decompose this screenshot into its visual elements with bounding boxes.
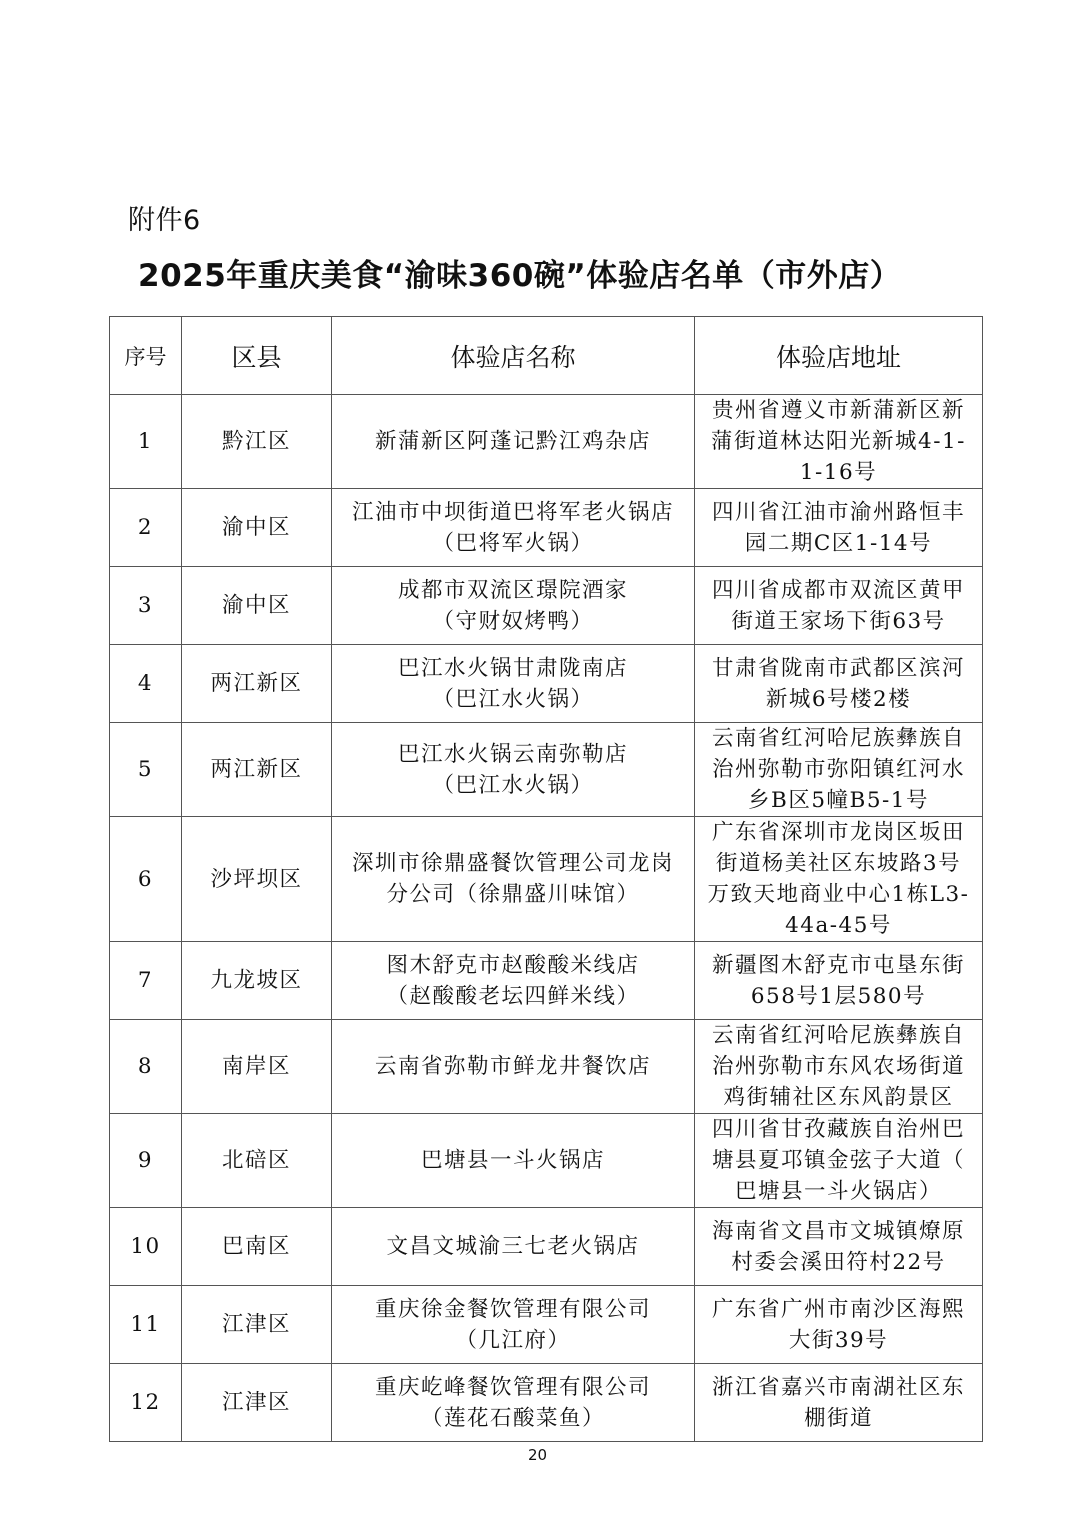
cell-district: 巴南区 xyxy=(182,1208,332,1286)
store-name-line: 重庆屹峰餐饮管理有限公司 xyxy=(374,1374,651,1400)
table-row xyxy=(110,1020,983,1114)
cell-district: 南岸区 xyxy=(182,1020,332,1114)
store-address-line: 巴塘县一斗火锅店） xyxy=(734,1179,942,1204)
cell-store-name xyxy=(332,489,695,567)
cell-store-address xyxy=(695,395,983,489)
cell-store-address xyxy=(695,645,983,723)
cell-store-name xyxy=(332,1364,695,1442)
store-address-line: 治州弥勒市东风农场街道 xyxy=(711,1054,965,1079)
table-row xyxy=(110,817,983,942)
cell-district: 渝中区 xyxy=(182,567,332,645)
store-address-line: 广东省深圳市龙岗区坂田 xyxy=(711,820,965,845)
cell-store-address xyxy=(695,942,983,1020)
store-name-line: 巴江水火锅云南弥勒店 xyxy=(397,741,628,767)
store-address-line: 园二期C区1-14号 xyxy=(744,530,933,556)
document-title: 2025年重庆美食“渝味360碗”体验店名单（市外店） xyxy=(138,258,902,294)
cell-district: 北碚区 xyxy=(182,1114,332,1208)
store-name-line: 云南省弥勒市鲜龙井餐饮店 xyxy=(374,1054,651,1079)
table-row xyxy=(110,395,983,489)
cell-store-name xyxy=(332,395,695,489)
store-address-line: 44a-45号 xyxy=(785,913,892,938)
table-row xyxy=(110,1114,983,1208)
store-address-line: 乡B区5幢B5-1号 xyxy=(748,788,929,813)
cell-district: 江津区 xyxy=(182,1364,332,1442)
store-address-line: 新疆图木舒克市屯垦东街 xyxy=(711,952,965,978)
store-address-line: 四川省江油市渝州路恒丰 xyxy=(711,499,965,525)
store-list-table xyxy=(109,316,983,1442)
store-address-line: 万致天地商业中心1栋L3- xyxy=(707,882,970,907)
store-address-line: 棚街道 xyxy=(803,1405,873,1431)
cell-store-address xyxy=(695,1020,983,1114)
store-name-line: 江油市中坝街道巴将军老火锅店 xyxy=(351,499,674,525)
cell-district: 沙坪坝区 xyxy=(182,817,332,942)
table-row xyxy=(110,1364,983,1442)
store-address-line: 四川省甘孜藏族自治州巴 xyxy=(711,1117,965,1142)
header-serial: 序号 xyxy=(110,317,182,395)
cell-serial: 12 xyxy=(110,1364,182,1442)
store-name-line: （巴江水火锅） xyxy=(432,686,594,712)
cell-district: 黔江区 xyxy=(182,395,332,489)
cell-store-name xyxy=(332,1020,695,1114)
cell-store-address xyxy=(695,1208,983,1286)
table-row xyxy=(110,645,983,723)
table-row xyxy=(110,723,983,817)
table-header-row xyxy=(110,317,983,395)
cell-store-address xyxy=(695,489,983,567)
cell-store-address xyxy=(695,1286,983,1364)
cell-store-name xyxy=(332,645,695,723)
store-address-line: 1-16号 xyxy=(799,460,878,485)
store-address-line: 甘肃省陇南市武都区滨河 xyxy=(711,655,965,681)
cell-serial: 5 xyxy=(110,723,182,817)
table-body xyxy=(110,395,983,1442)
cell-serial: 11 xyxy=(110,1286,182,1364)
attachment-label: 附件6 xyxy=(128,205,201,236)
table-row xyxy=(110,1286,983,1364)
store-address-line: 村委会溪田符村22号 xyxy=(731,1249,946,1275)
store-name-line: （巴将军火锅） xyxy=(432,530,594,556)
cell-district: 九龙坡区 xyxy=(182,942,332,1020)
store-address-line: 街道王家场下街63号 xyxy=(731,608,946,634)
cell-store-address xyxy=(695,1364,983,1442)
store-name-line: （莲花石酸菜鱼） xyxy=(420,1405,605,1431)
store-address-line: 贵州省遵义市新蒲新区新 xyxy=(711,398,965,423)
cell-serial: 3 xyxy=(110,567,182,645)
cell-serial: 8 xyxy=(110,1020,182,1114)
store-address-line: 云南省红河哈尼族彝族自 xyxy=(711,1023,965,1048)
store-name-line: 新蒲新区阿蓬记黔江鸡杂店 xyxy=(374,429,651,454)
cell-serial: 7 xyxy=(110,942,182,1020)
cell-store-name xyxy=(332,1114,695,1208)
cell-store-address xyxy=(695,817,983,942)
cell-serial: 9 xyxy=(110,1114,182,1208)
store-name-line: （巴江水火锅） xyxy=(432,772,594,798)
cell-store-name xyxy=(332,1208,695,1286)
cell-serial: 10 xyxy=(110,1208,182,1286)
store-address-line: 四川省成都市双流区黄甲 xyxy=(711,577,965,603)
store-address-line: 新城6号楼2楼 xyxy=(765,686,912,712)
cell-district: 两江新区 xyxy=(182,723,332,817)
cell-serial: 6 xyxy=(110,817,182,942)
cell-store-address xyxy=(695,1114,983,1208)
store-name-line: 巴塘县一斗火锅店 xyxy=(420,1148,605,1173)
cell-store-name xyxy=(332,817,695,942)
store-name-line: （赵酸酸老坛四鲜米线） xyxy=(386,983,640,1009)
cell-store-name xyxy=(332,1286,695,1364)
store-name-line: 巴江水火锅甘肃陇南店 xyxy=(397,655,628,681)
store-name-line: 成都市双流区璟院酒家 xyxy=(397,577,628,603)
store-name-line: 分公司（徐鼎盛川味馆） xyxy=(386,882,640,907)
store-address-line: 658号1层580号 xyxy=(750,983,927,1009)
table-row xyxy=(110,1208,983,1286)
store-address-line: 鸡街辅社区东风韵景区 xyxy=(723,1085,954,1110)
store-name-line: 图木舒克市赵酸酸米线店 xyxy=(386,952,640,978)
store-address-line: 塘县夏邛镇金弦子大道（ xyxy=(711,1148,965,1173)
cell-store-address xyxy=(695,723,983,817)
store-address-line: 广东省广州市南沙区海熙 xyxy=(711,1296,965,1322)
page-number: 20 xyxy=(527,1446,548,1464)
cell-district: 两江新区 xyxy=(182,645,332,723)
store-address-line: 蒲街道林达阳光新城4-1- xyxy=(711,429,966,454)
store-address-line: 大街39号 xyxy=(788,1327,889,1353)
store-name-line: 文昌文城渝三七老火锅店 xyxy=(386,1234,640,1259)
cell-store-name xyxy=(332,942,695,1020)
store-name-line: （几江府） xyxy=(455,1327,571,1353)
cell-district: 江津区 xyxy=(182,1286,332,1364)
store-name-line: 重庆徐金餐饮管理有限公司 xyxy=(374,1296,651,1322)
store-name-line: 深圳市徐鼎盛餐饮管理公司龙岗 xyxy=(351,851,674,876)
header-store-address: 体验店地址 xyxy=(695,317,983,395)
cell-store-name xyxy=(332,723,695,817)
table-row xyxy=(110,567,983,645)
cell-serial: 4 xyxy=(110,645,182,723)
cell-district: 渝中区 xyxy=(182,489,332,567)
cell-store-address xyxy=(695,567,983,645)
store-address-line: 浙江省嘉兴市南湖社区东 xyxy=(711,1374,965,1400)
store-address-line: 治州弥勒市弥阳镇红河水 xyxy=(711,757,965,782)
store-address-line: 云南省红河哈尼族彝族自 xyxy=(711,726,965,751)
cell-serial: 2 xyxy=(110,489,182,567)
store-address-line: 街道杨美社区东坡路3号 xyxy=(715,851,962,876)
cell-serial: 1 xyxy=(110,395,182,489)
cell-store-name xyxy=(332,567,695,645)
header-store-name: 体验店名称 xyxy=(332,317,695,395)
store-address-line: 海南省文昌市文城镇燎原 xyxy=(711,1218,965,1244)
header-district: 区县 xyxy=(182,317,332,395)
store-name-line: （守财奴烤鸭） xyxy=(432,608,594,634)
table-row xyxy=(110,942,983,1020)
table-row xyxy=(110,489,983,567)
